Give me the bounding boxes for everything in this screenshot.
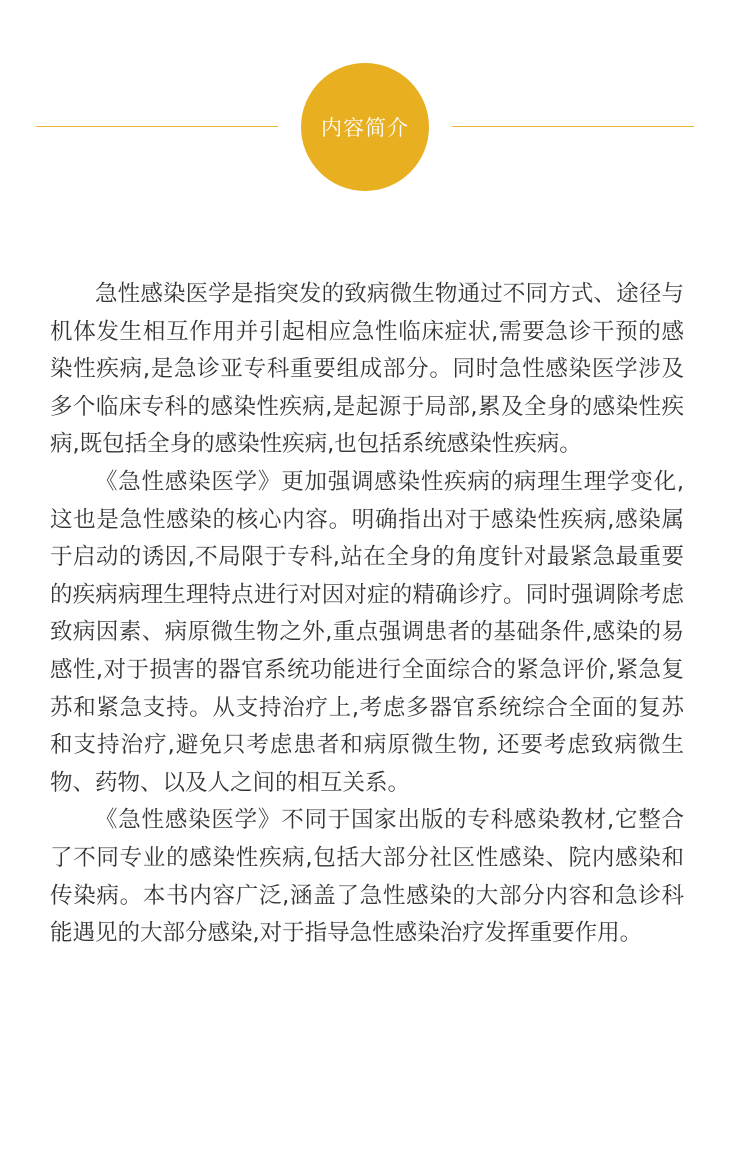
section-header bbox=[0, 63, 730, 193]
paragraph-1: 急性感染医学是指突发的致病微生物通过不同方式、途径与机体发生相互作用并引起相应急性临床症状,需要急诊干预的感染性疾病,是急诊亚专科重要组成部分。同时急性感染医学涉及多个临床专科的感染性疾病,是起源于局部,累及全身的感染性疾病,既包括全身的感染性疾病,也包括系统感染性疾病。 bbox=[50, 281, 684, 458]
header-rule-left bbox=[36, 126, 278, 127]
paragraph-3: 《急性感染医学》不同于国家出版的专科感染教材,它整合了不同专业的感染性疾病,包括大部分社区性感染、院内感染和传染病。本书内容广泛,涵盖了急性感染的大部分内容和急诊科能遇见的大部分感染,对于指导急性感染治疗发挥重要作用。 bbox=[50, 807, 684, 947]
section-title-badge bbox=[301, 63, 429, 191]
header-rule-right bbox=[452, 126, 694, 127]
paragraph-2: 《急性感染医学》更加强调感染性疾病的病理生理学变化,这也是急性感染的核心内容。明确指出对于感染性疾病,感染属于启动的诱因,不局限于专科,站在全身的角度针对最紧急最重要的疾病病理生理特点进行对因对症的精确诊疗。同时强调除考虑致病因素、病原微生物之外,重点强调患者的基础条件,感染的易感性,对于损害的器官系统功能进行全面综合的紧急评价,紧急复苏和紧急支持。从支持治疗上,考虑多器官系统综合全面的复苏和支持治疗,避免只考虑患者和病原微生物, 还要考虑致病微生物、药物、以及人之间的相互关系。 bbox=[50, 468, 684, 796]
introduction-body bbox=[50, 276, 684, 953]
section-title: 内容简介 bbox=[321, 116, 409, 140]
